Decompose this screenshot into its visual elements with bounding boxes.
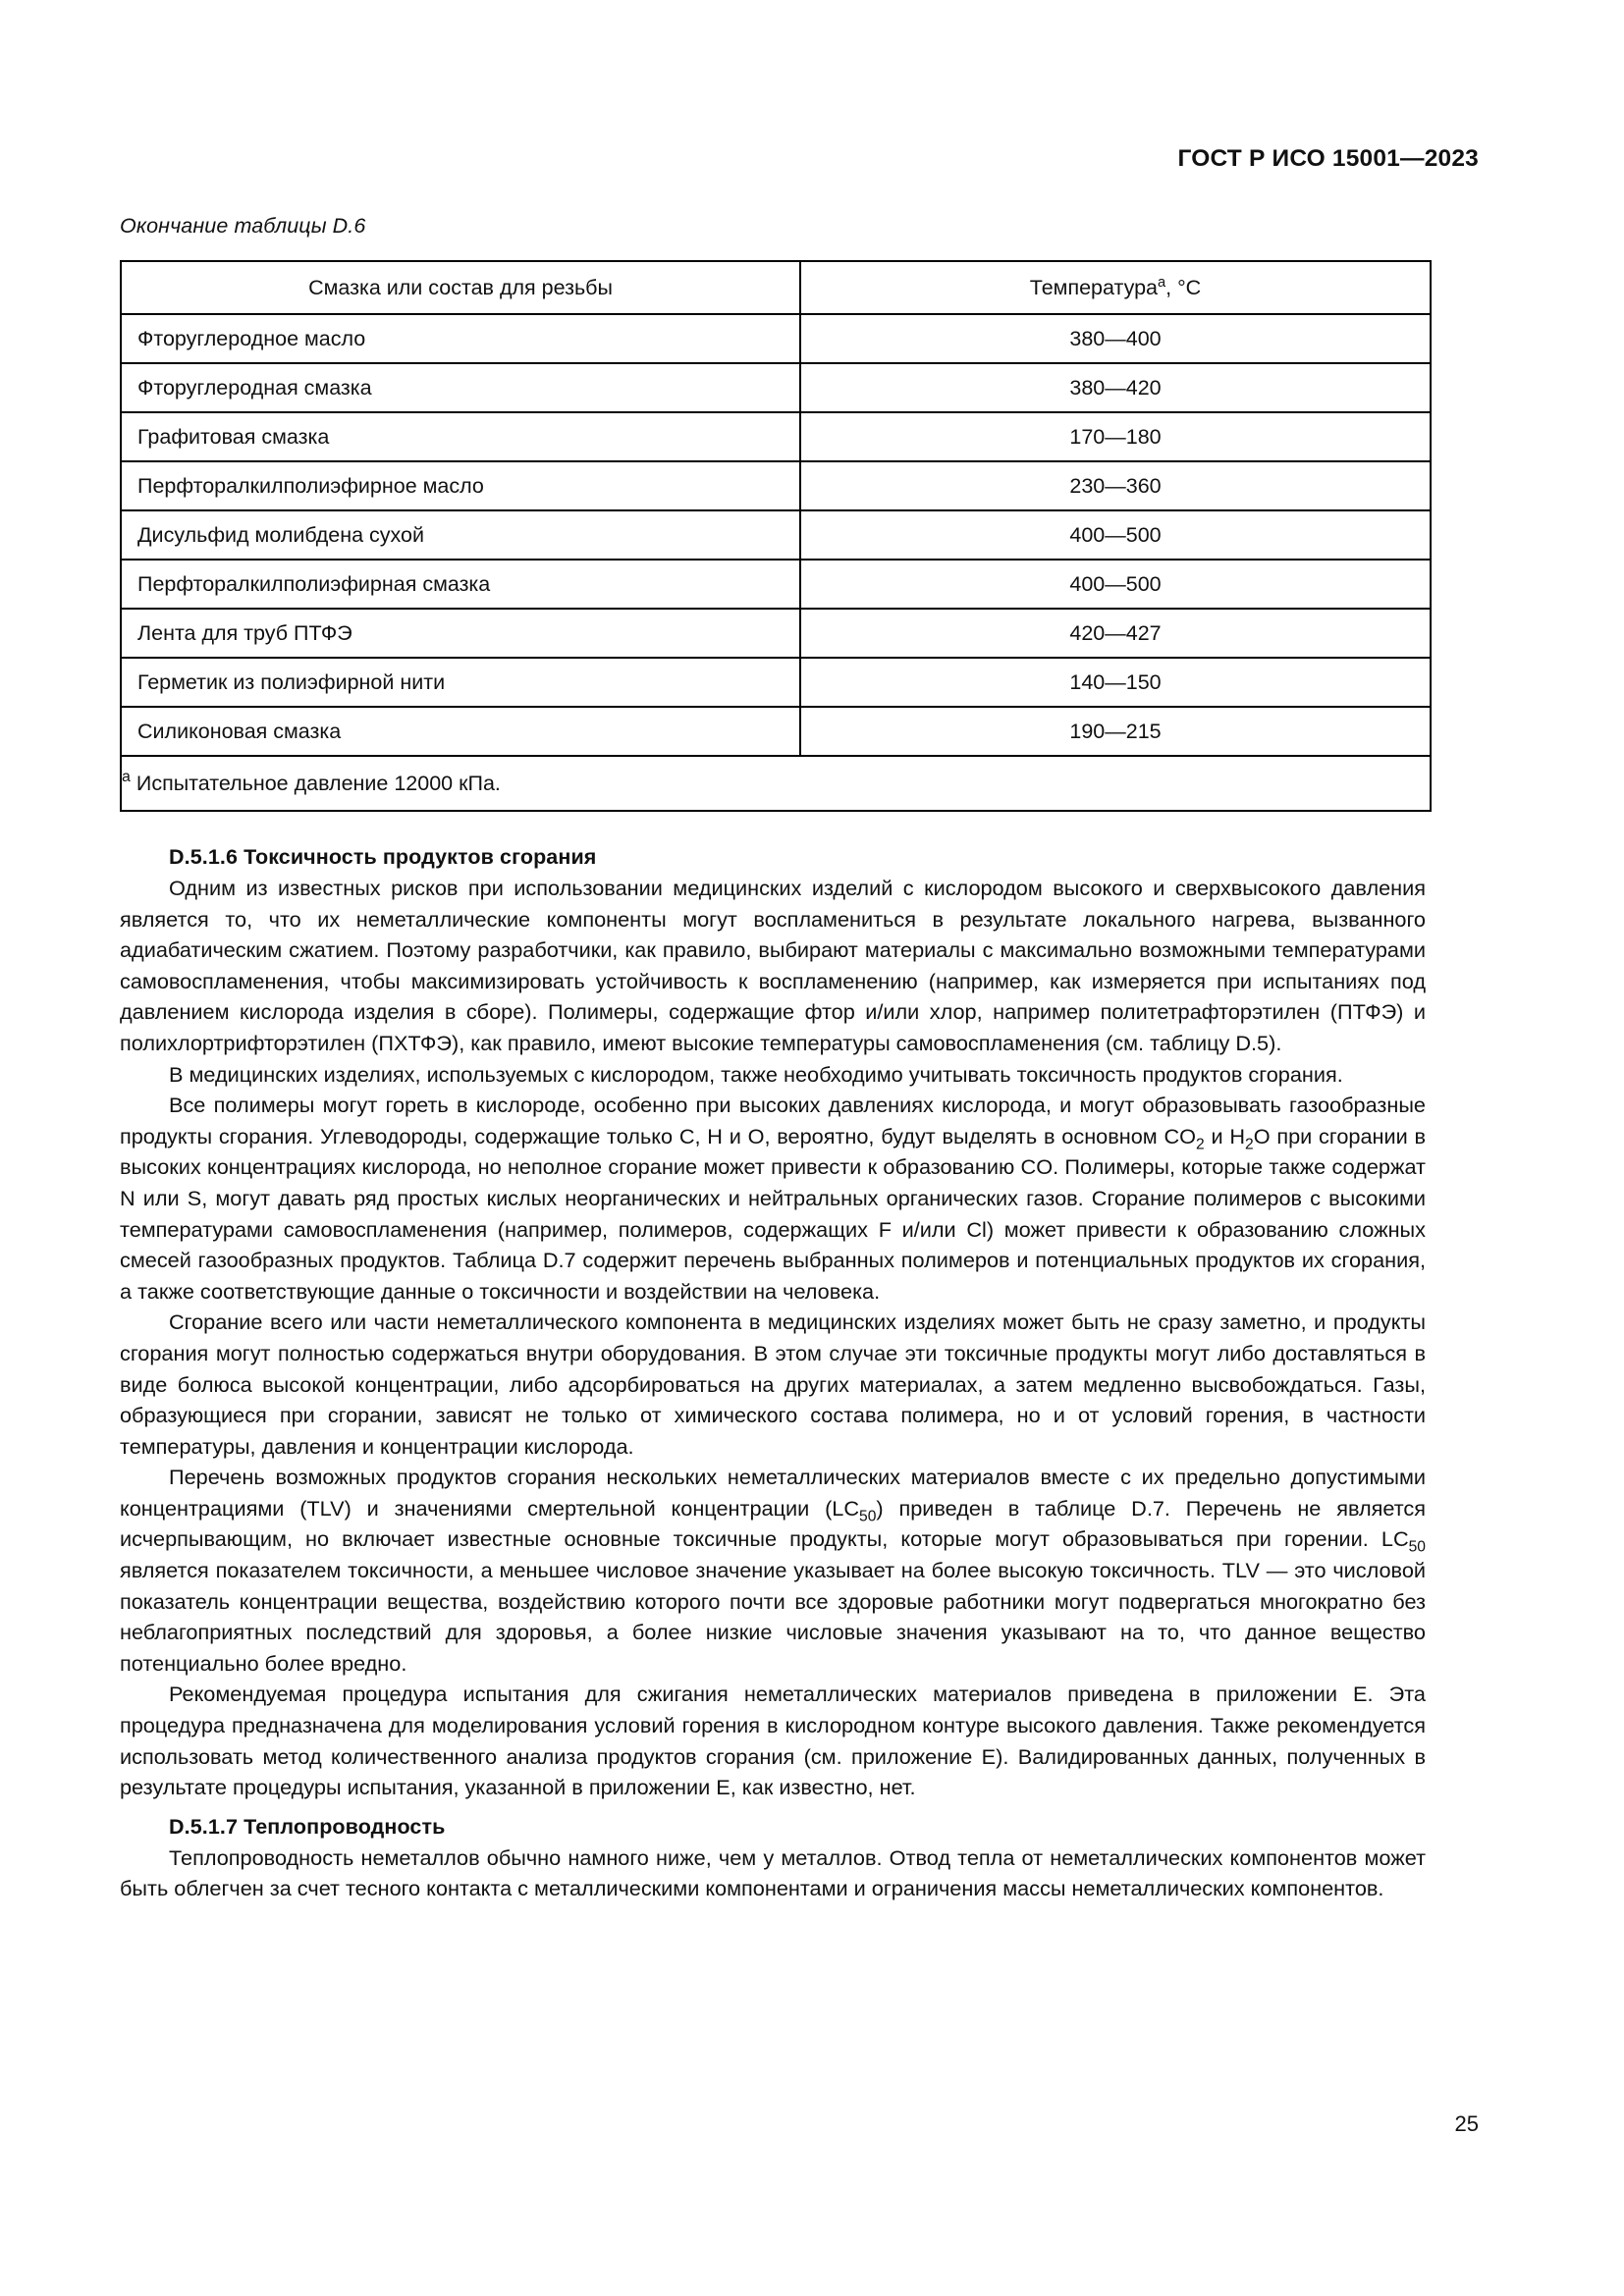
cell-lubricant-name: Фторуглеродная смазка	[121, 363, 800, 412]
section-heading: D.5.1.7 Теплопроводность	[169, 1814, 446, 1839]
cell-lubricant-name: Дисульфид молибдена сухой	[121, 510, 800, 560]
table-caption: Окончание таблицы D.6	[120, 214, 366, 238]
page-number: 25	[1454, 2111, 1479, 2136]
table-header-row	[121, 261, 1431, 314]
column-header-temperature-footnote-marker: а	[1158, 274, 1166, 291]
cell-lubricant-name: Силиконовая смазка	[121, 707, 800, 756]
table-row	[121, 412, 1431, 461]
footnote-marker: а	[122, 769, 131, 786]
cell-temperature-range: 380—420	[800, 363, 1431, 412]
footnote-text: Испытательное давление 12000 кПа.	[135, 771, 501, 795]
running-header-standard-title: ГОСТ Р ИСО 15001—2023	[1177, 145, 1479, 172]
column-header-temperature	[800, 261, 1431, 314]
table-body	[121, 314, 1431, 756]
lubricant-temperature-table	[120, 260, 1432, 812]
body-paragraph: Рекомендуемая процедура испытания для сжигания неметаллических материалов приведена в приложении Е. Эта процедура предназначена для моделирования условий горения в кислородном контуре высокого давления. Также рекомендуется использовать метод количественного анализа продуктов сгорания (см. приложение Е). Валидированных данных, полученных в результате процедуры испытания, указанной в приложении Е, как известно, нет.	[120, 1682, 1426, 1800]
body-paragraph: Одним из известных рисков при использовании медицинских изделий с кислородом высокого и сверхвысокого давления является то, что их неметаллические компоненты могут воспламениться в результате локального нагрева, вызванного адиабатическим сжатием. Поэтому разработчики, как правило, выбирают материалы с максимально возможными температурами самовоспламенения, чтобы максимизировать устойчивость к воспламенению (например, как измеряется при испытаниях под давлением кислорода изделия в сборе). Полимеры, содержащие фтор и/или хлор, например политетрафторэтилен (ПТФЭ) и полихлортрифторэтилен (ПХТФЭ), как правило, имеют высокие температуры самовоспламенения (см. таблицу D.5).	[120, 876, 1426, 1055]
section-heading: D.5.1.6 Токсичность продуктов сгорания	[169, 845, 597, 869]
page-content	[120, 214, 1426, 1904]
cell-temperature-range: 400—500	[800, 560, 1431, 609]
table-row	[121, 461, 1431, 510]
column-header-temperature-text: Температура	[1029, 275, 1158, 299]
table-row	[121, 314, 1431, 363]
table-row	[121, 707, 1431, 756]
body-paragraph: Теплопроводность неметаллов обычно намного ниже, чем у металлов. Отвод тепла от неметаллических компонентов может быть облегчен за счет тесного контакта с металлическими компонентами и ограничения массы неметаллических компонентов.	[120, 1844, 1426, 1901]
cell-lubricant-name: Лента для труб ПТФЭ	[121, 609, 800, 658]
table-row	[121, 658, 1431, 707]
body-paragraph: Перечень возможных продуктов сгорания нескольких неметаллических материалов вместе с их предельно допустимыми концентрациями (TLV) и значениями смертельной концентрации $(LC_{50})$ приведен в таблице D.7. Перечень не является исчерпывающим, но включает известные основные токсичные продукты, которые могут образовываться при горении. $LC_{50}$ является показателем токсичности, а меньшее числовое значение указывает на более высокую токсичность. TLV — это числовой показатель концентрации вещества, воздействию которого почти все здоровые работники могут подвергаться многократно без неблагоприятных последствий для здоровья, а более низкие числовые значения указывают на то, что данное вещество потенциально более вредно.	[120, 1465, 1426, 1676]
cell-lubricant-name: Перфторалкилполиэфирное масло	[121, 461, 800, 510]
cell-lubricant-name: Перфторалкилполиэфирная смазка	[121, 560, 800, 609]
table-row	[121, 560, 1431, 609]
cell-temperature-range: 400—500	[800, 510, 1431, 560]
table-footnote-cell	[121, 756, 1431, 811]
cell-temperature-range: 140—150	[800, 658, 1431, 707]
table-footnote-row	[121, 756, 1431, 811]
body-paragraph: Все полимеры могут гореть в кислороде, особенно при высоких давлениях кислорода, и могут образовывать газообразные продукты сгорания. Углеводороды, содержащие только C, H и O, вероятно, будут выделять в основном $CO_2$ и $H_2O$ при сгорании в высоких концентрациях кислорода, но неполное сгорание может привести к образованию CO. Полимеры, которые также содержат N или S, могут давать ряд простых кислых неорганических и нейтральных органических газов. Сгорание полимеров с высокими температурами самовоспламенения (например, полимеров, содержащих F и/или Cl) может привести к образованию сложных смесей газообразных продуктов. Таблица D.7 содержит перечень выбранных полимеров и потенциальных продуктов их сгорания, а также соответствующие данные о токсичности и воздействии на человека.	[120, 1093, 1427, 1304]
column-header-lubricant: Смазка или состав для резьбы	[121, 261, 800, 314]
cell-lubricant-name: Герметик из полиэфирной нити	[121, 658, 800, 707]
column-header-temperature-unit: , °C	[1165, 275, 1202, 299]
body-paragraph: Сгорание всего или части неметаллического компонента в медицинских изделиях может быть не сразу заметно, и продукты сгорания могут полностью содержаться внутри оборудования. В этом случае эти токсичные продукты могут либо доставляться в виде болюса высокой концентрации, либо адсорбироваться на других материалах, а затем медленно высвобождаться. Газы, образующиеся при сгорании, зависят не только от химического состава полимера, но и от условий горения, в частности температуры, давления и концентрации кислорода.	[120, 1309, 1426, 1459]
cell-temperature-range: 170—180	[800, 412, 1431, 461]
cell-temperature-range: 190—215	[800, 707, 1431, 756]
cell-lubricant-name: Графитовая смазка	[121, 412, 800, 461]
table-row	[121, 510, 1431, 560]
table-header	[121, 261, 1431, 314]
cell-temperature-range: 230—360	[800, 461, 1431, 510]
cell-lubricant-name: Фторуглеродное масло	[121, 314, 800, 363]
table-row	[121, 609, 1431, 658]
sections-container	[120, 845, 1426, 1904]
table-row	[121, 363, 1431, 412]
cell-temperature-range: 380—400	[800, 314, 1431, 363]
table-footer	[121, 756, 1431, 811]
cell-temperature-range: 420—427	[800, 609, 1431, 658]
body-paragraph: В медицинских изделиях, используемых с кислородом, также необходимо учитывать токсичность продуктов сгорания.	[169, 1061, 1343, 1087]
